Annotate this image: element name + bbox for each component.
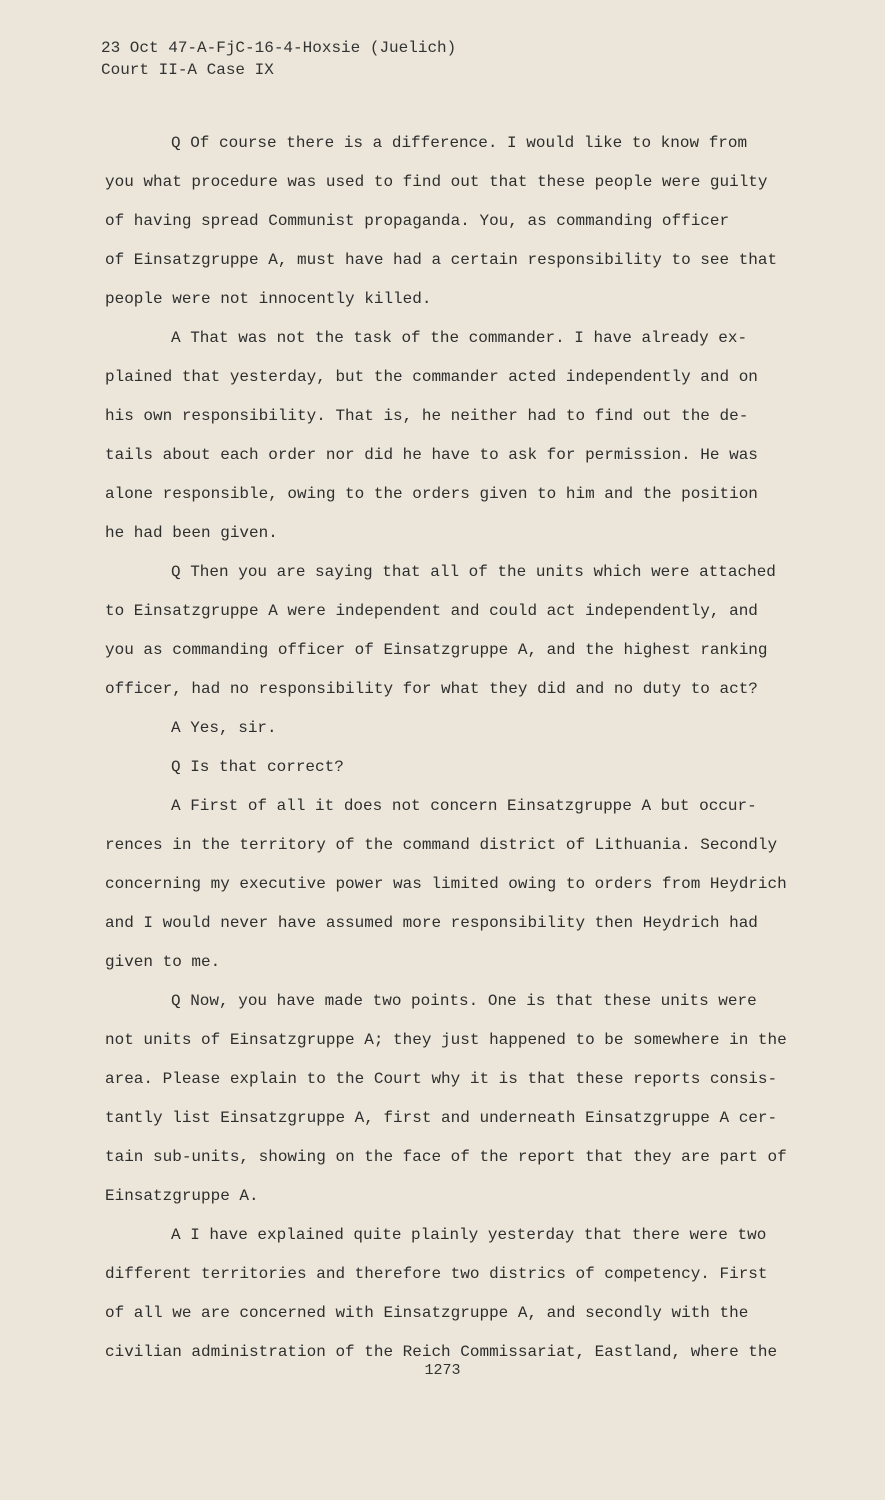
transcript-line: Q Is that correct? bbox=[171, 758, 344, 776]
transcript-line: Q Now, you have made two points. One is that these units were bbox=[171, 992, 757, 1010]
transcript-line: A I have explained quite plainly yesterday that there were two bbox=[171, 1226, 767, 1244]
header-line-2: Court II-A Case IX bbox=[101, 61, 274, 79]
header-line-1: 23 Oct 47-A-FjC-16-4-Hoxsie (Juelich) bbox=[101, 39, 457, 57]
transcript-line: you what procedure was used to find out that these people were guilty bbox=[105, 173, 768, 191]
page-number: 1273 bbox=[424, 1362, 461, 1379]
transcript-line: of all we are concerned with Einsatzgruppe A, and secondly with the bbox=[105, 1304, 749, 1322]
transcript-body bbox=[105, 124, 805, 1372]
transcript-line: Q Of course there is a difference. I would like to know from bbox=[171, 134, 748, 152]
transcript-line: Einsatzgruppe A. bbox=[105, 1187, 259, 1205]
transcript-line: his own responsibility. That is, he neither had to find out the de- bbox=[105, 407, 749, 425]
transcript-line: to Einsatzgruppe A were independent and could act independently, and bbox=[105, 602, 758, 620]
transcript-line: tails about each order nor did he have to ask for permission. He was bbox=[105, 446, 758, 464]
transcript-line: A First of all it does not concern Einsatzgruppe A but occur- bbox=[171, 797, 757, 815]
transcript-line: alone responsible, owing to the orders given to him and the position bbox=[105, 485, 758, 503]
transcript-line: A That was not the task of the commander. I have already ex- bbox=[171, 329, 748, 347]
transcript-line: you as commanding officer of Einsatzgruppe A, and the highest ranking bbox=[105, 641, 768, 659]
transcript-line: officer, had no responsibility for what they did and no duty to act? bbox=[105, 680, 758, 698]
transcript-line: given to me. bbox=[105, 953, 221, 971]
transcript-line: not units of Einsatzgruppe A; they just happened to be somewhere in the bbox=[105, 1031, 787, 1049]
transcript-line: rences in the territory of the command district of Lithuania. Secondly bbox=[105, 836, 778, 854]
transcript-line: civilian administration of the Reich Commissariat, Eastland, where the bbox=[105, 1343, 778, 1361]
transcript-line: of Einsatzgruppe A, must have had a certain responsibility to see that bbox=[105, 251, 778, 269]
document-header bbox=[101, 37, 456, 81]
transcript-line: different territories and therefore two districs of competency. First bbox=[105, 1265, 768, 1283]
transcript-line: of having spread Communist propaganda. You, as commanding officer bbox=[105, 212, 730, 230]
transcript-line: he had been given. bbox=[105, 524, 278, 542]
transcript-line: plained that yesterday, but the commander acted independently and on bbox=[105, 368, 758, 386]
transcript-line: and I would never have assumed more responsibility then Heydrich had bbox=[105, 914, 758, 932]
transcript-line: concerning my executive power was limited owing to orders from Heydrich bbox=[105, 875, 787, 893]
transcript-line: A Yes, sir. bbox=[171, 719, 277, 737]
transcript-line: Q Then you are saying that all of the units which were attached bbox=[171, 563, 776, 581]
transcript-line: tantly list Einsatzgruppe A, first and underneath Einsatzgruppe A cer- bbox=[105, 1109, 778, 1127]
transcript-line: tain sub-units, showing on the face of the report that they are part of bbox=[105, 1148, 787, 1166]
transcript-line: people were not innocently killed. bbox=[105, 290, 432, 308]
transcript-line: area. Please explain to the Court why it is that these reports consis- bbox=[105, 1070, 778, 1088]
